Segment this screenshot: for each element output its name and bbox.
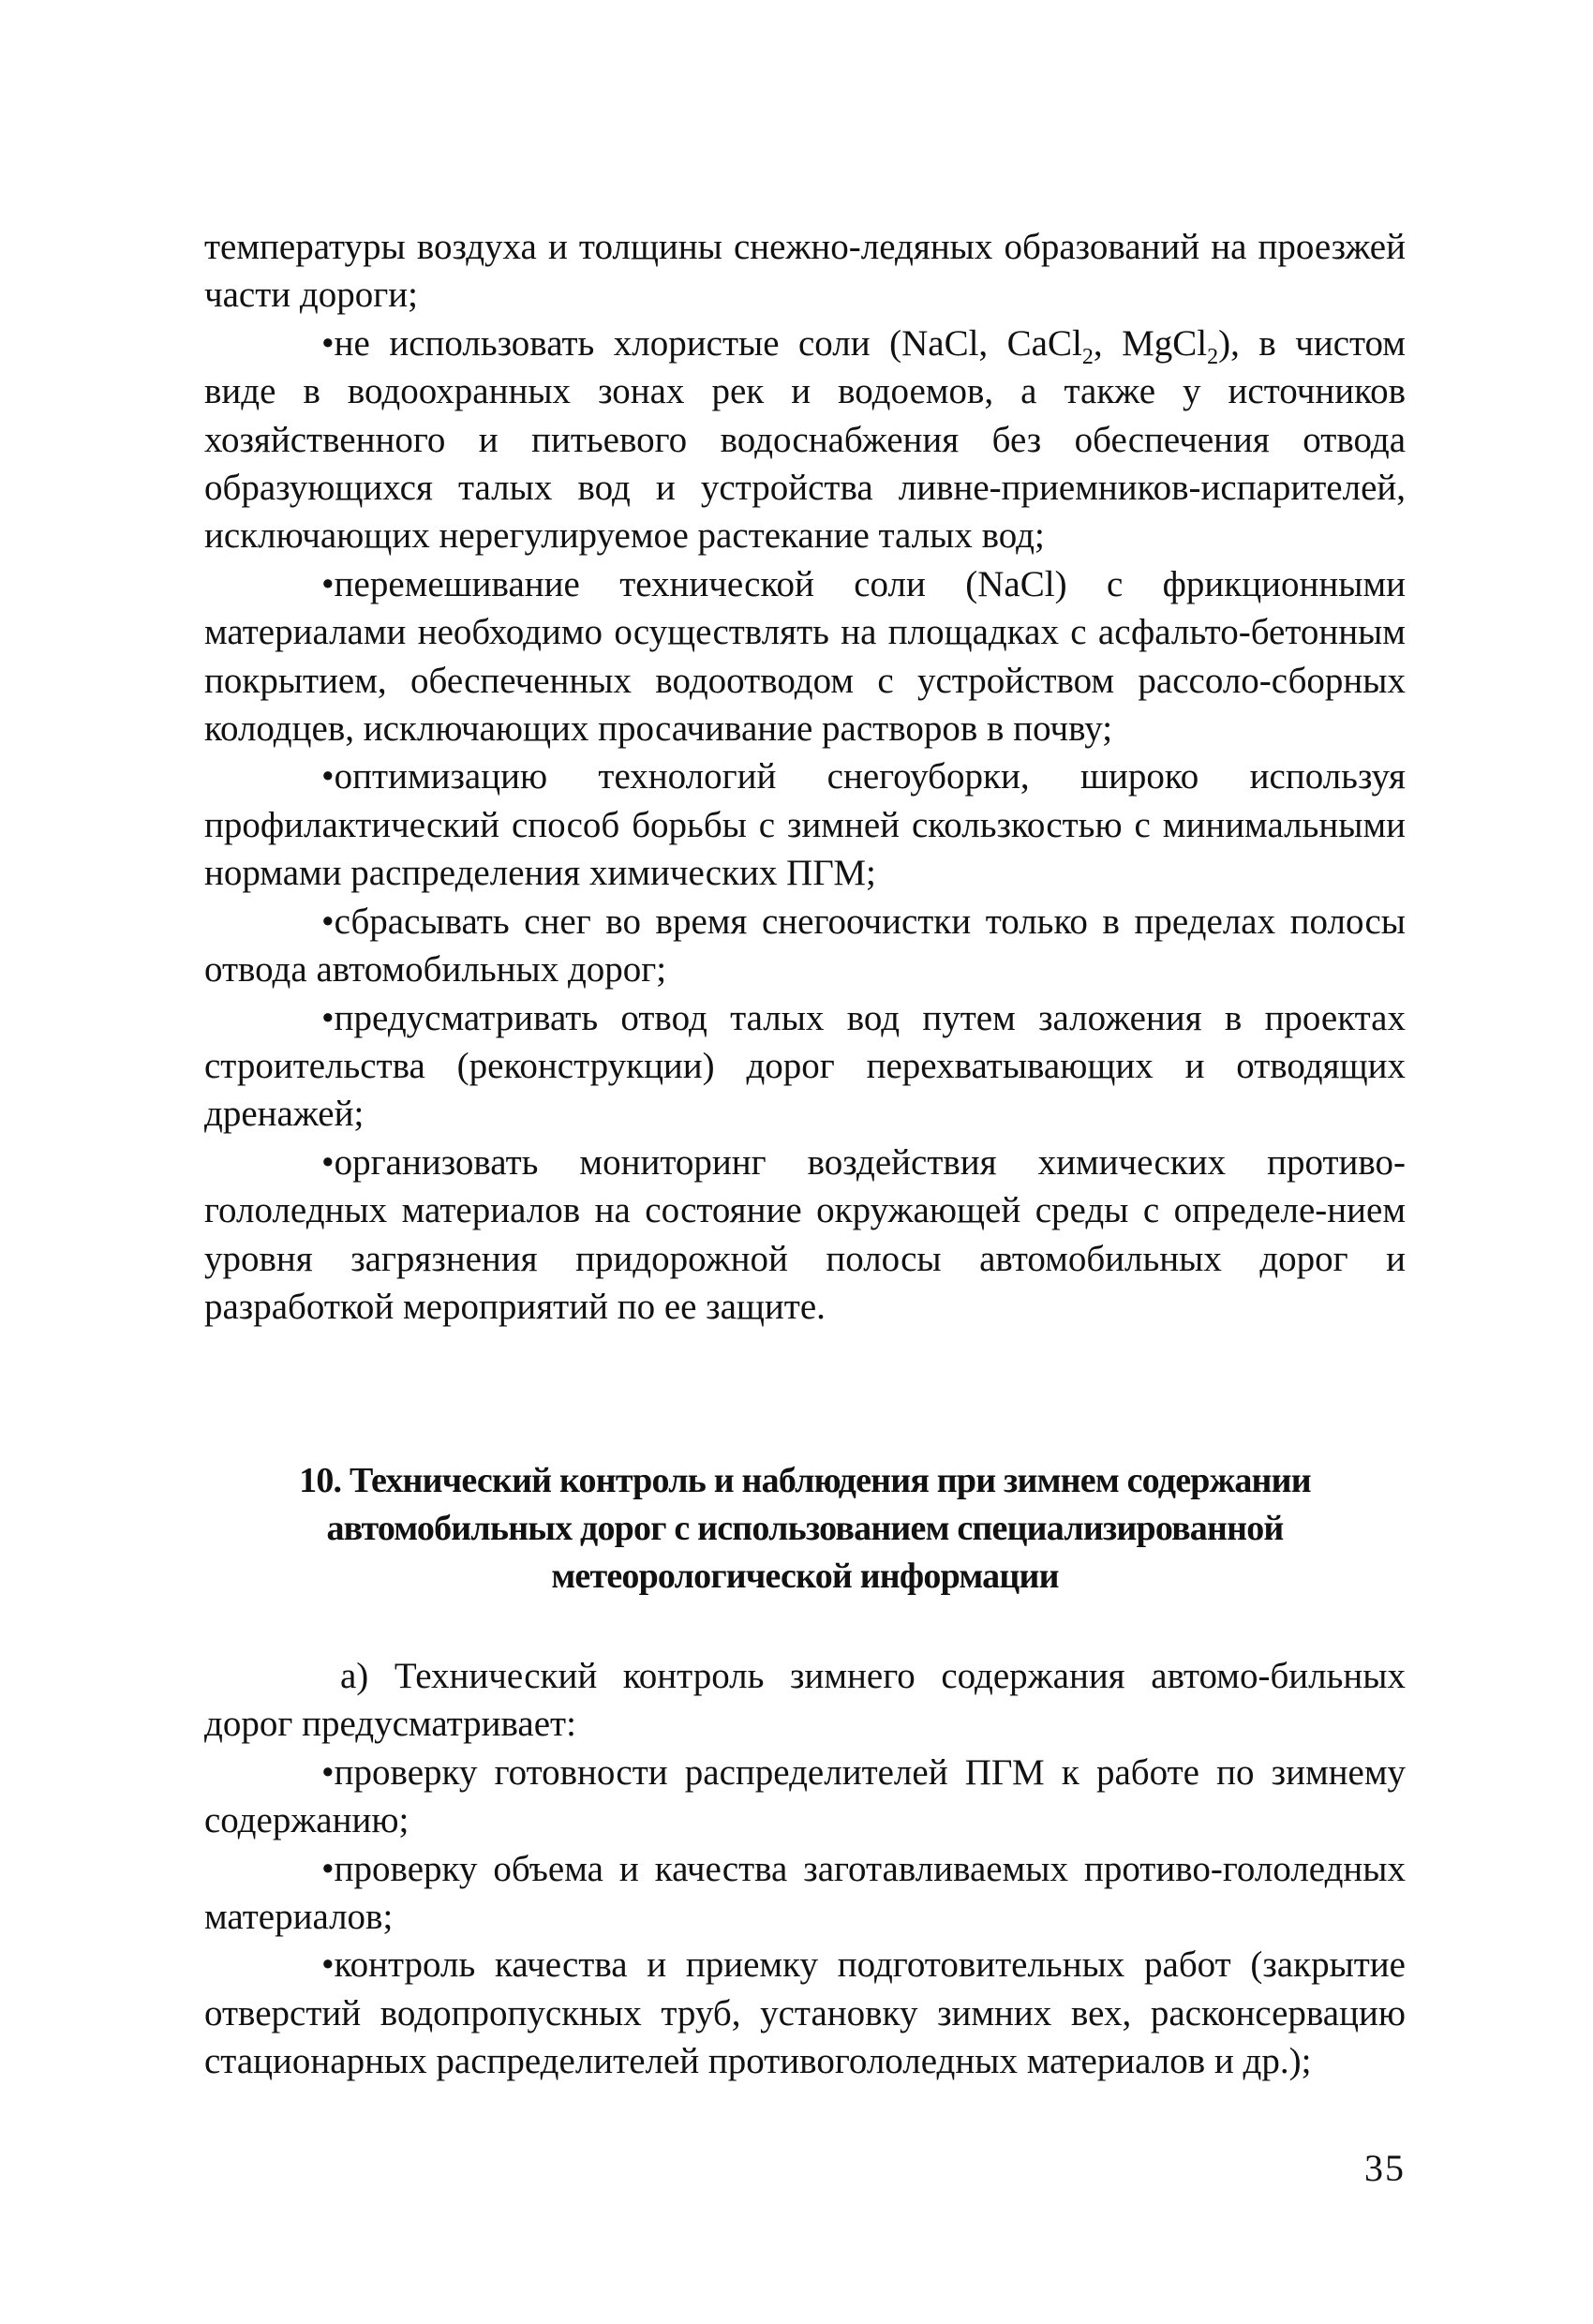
paragraph-text: , MgCl <box>1093 322 1208 364</box>
paragraph-quality-control <box>204 1941 1406 2085</box>
paragraph-volume-check <box>204 1845 1406 1942</box>
paragraph-text: сбрасывать снег во время снегоочистки только в пределах полосы отвода автомобильных дорог; <box>204 901 1406 991</box>
paragraph-readiness-check <box>204 1749 1406 1845</box>
paragraph-drainage <box>204 994 1406 1139</box>
bullet-marker: • <box>321 901 335 942</box>
paragraph-text: оптимизацию технологий снегоуборки, широко используя профилактический способ борьбы с зимней скользкостью с минимальными нормами распределения химических ПГМ; <box>204 756 1406 894</box>
paragraph-text: проверку объема и качества заготавливаемых противо-гололедных материалов; <box>204 1848 1406 1938</box>
paragraph-text: проверку готовности распределителей ПГМ к работе по зимнему содержанию; <box>204 1751 1406 1841</box>
paragraph-snow-dump <box>204 898 1406 994</box>
subscript: 2 <box>1081 344 1094 369</box>
bullet-marker: • <box>321 1848 335 1889</box>
section-heading <box>204 1457 1406 1601</box>
section-heading-line: метеорологической информации <box>551 1557 1059 1596</box>
paragraph-text: ), в чистом виде в водоохранных зонах рек и водоемов, а также у источников хозяйственного и питьевого водоснабжения без обеспечения отвода образующихся талых вод и устройства ливне-приемников-испарителей, исключающих нерегулируемое растекание талых вод; <box>204 322 1406 557</box>
bullet-marker: • <box>321 1141 335 1183</box>
paragraph-salt-mixing <box>204 560 1406 753</box>
paragraph-continuation: температуры воздуха и толщины снежно-ледяных образований на проезжей части дороги; <box>204 227 1406 316</box>
bullet-marker: • <box>321 322 335 364</box>
top-text-block <box>204 223 1406 1331</box>
section-heading-line: автомобильных дорог с использованием специализированной <box>326 1509 1284 1548</box>
bullet-marker: • <box>321 997 335 1038</box>
paragraph-text: перемешивание технической соли (NaCl) с фрикционными материалами необходимо осуществлять на площадках с асфальто-бетонным покрытием, обеспеченных водоотводом с устройством рассоло-сборных колодцев, исключающих просачивание растворов в почву; <box>204 563 1406 750</box>
paragraph-snow-tech <box>204 752 1406 897</box>
bottom-text-block <box>204 1652 1406 2086</box>
paragraph-text: организовать мониторинг воздействия химических противо-гололедных материалов на состояние окружающей среды с определе-нием уровня загрязнения придорожной полосы автомобильных дорог и разработкой мероприятий по ее защите. <box>204 1141 1406 1327</box>
section-heading-line: 10. Технический контроль и наблюдения при зимнем содержании <box>299 1461 1311 1500</box>
paragraph-text: контроль качества и приемку подготовительных работ (закрытие отверстий водопропускных труб, установку зимних вех, расконсервацию стационарных распределителей противогололедных материалов и др.); <box>204 1944 1406 2082</box>
page-number: 35 <box>1364 2147 1406 2189</box>
bullet-marker: • <box>321 1751 335 1793</box>
bullet-marker: • <box>321 756 335 797</box>
paragraph-control-intro: а) Технический контроль зимнего содержания автомо-бильных дорог предусматривает: <box>204 1656 1406 1745</box>
paragraph-monitoring <box>204 1139 1406 1332</box>
paragraph-text: предусматривать отвод талых вод путем заложения в проектах строительства (реконструкции) дорог перехватывающих и отводящих дренажей; <box>204 997 1406 1135</box>
subscript: 2 <box>1207 344 1219 369</box>
paragraph-text: не использовать хлористые соли (NaCl, CaCl <box>334 322 1082 364</box>
paragraph-chloride-salts <box>204 320 1406 560</box>
bullet-marker: • <box>321 1944 335 1986</box>
bullet-marker: • <box>321 563 335 604</box>
